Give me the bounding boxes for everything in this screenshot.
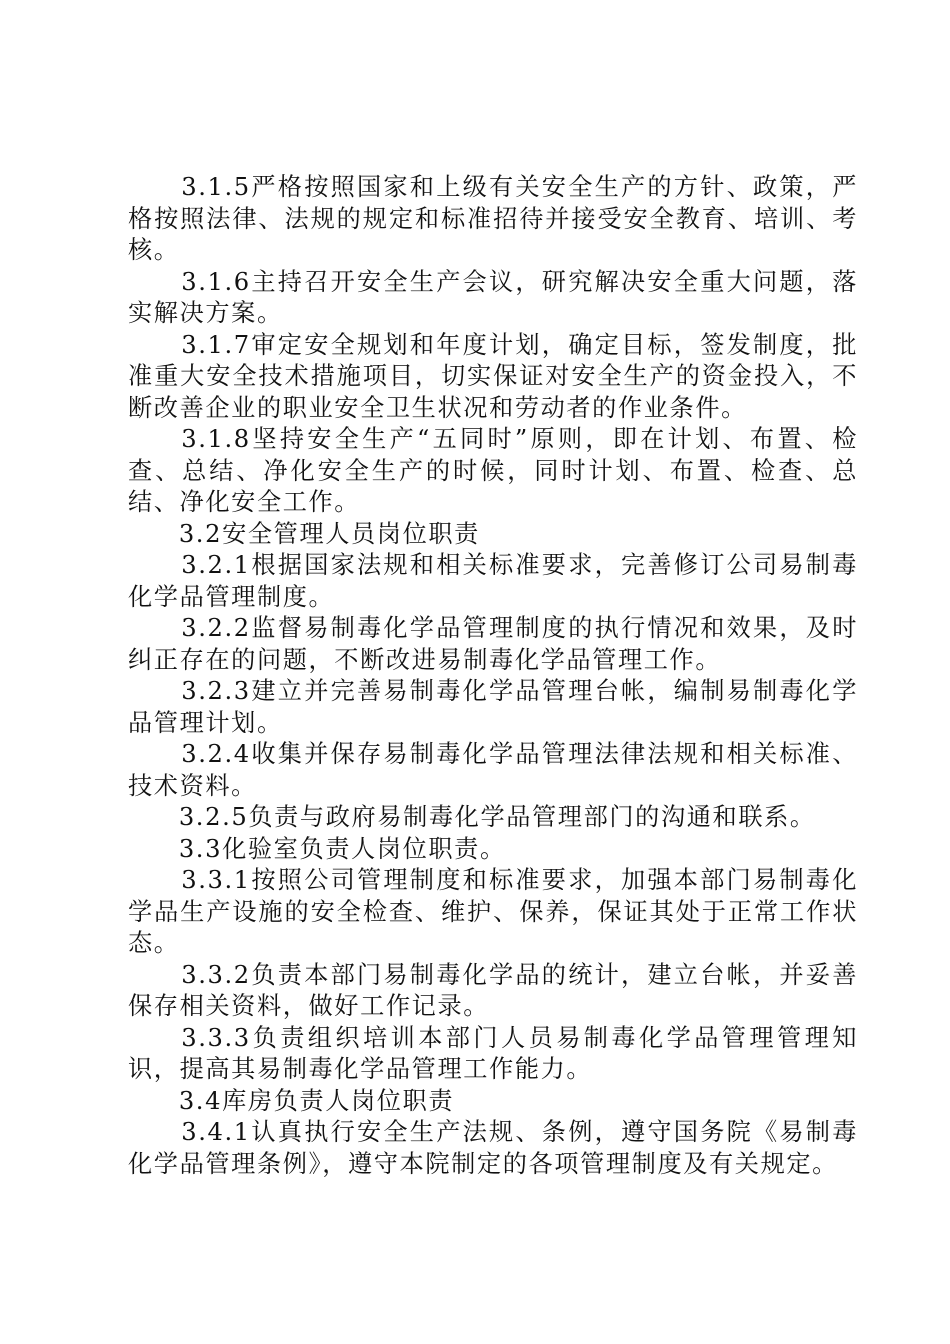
paragraph-3-2-3: 3.2.3建立并完善易制毒化学品管理台帐，编制易制毒化学品管理计划。 [128, 677, 858, 737]
paragraph-3-1-7: 3.1.7审定安全规划和年度计划，确定目标，签发制度，批准重大安全技术措施项目，切实保证对安全生产的资金投入，不断改善企业的职业安全卫生状况和劳动者的作业条件。 [128, 330, 858, 422]
section-heading-3-4: 3.4库房负责人岗位职责 [178, 1086, 455, 1115]
paragraph-3-1-5: 3.1.5严格按照国家和上级有关安全生产的方针、政策，严格按照法律、法规的规定和标准招待并接受安全教育、培训、考核。 [128, 173, 858, 264]
document-page [128, 172, 858, 1180]
paragraph-3-2-5: 3.2.5负责与政府易制毒化学品管理部门的沟通和联系。 [178, 803, 816, 831]
paragraph-3-2-1: 3.2.1根据国家法规和相关标准要求，完善修订公司易制毒化学品管理制度。 [128, 551, 858, 611]
paragraph-3-1-6: 3.1.6主持召开安全生产会议，研究解决安全重大问题，落实解决方案。 [128, 267, 858, 327]
paragraph-3-3-1: 3.3.1按照公司管理制度和标准要求，加强本部门易制毒化学品生产设施的安全检查、维护、保养，保证其处于正常工作状态。 [128, 866, 858, 957]
paragraph-3-2-2: 3.2.2监督易制毒化学品管理制度的执行情况和效果，及时纠正存在的问题，不断改进易制毒化学品管理工作。 [128, 614, 858, 674]
section-heading-3-3: 3.3化验室负责人岗位职责。 [178, 834, 506, 863]
paragraph-3-3-2: 3.3.2负责本部门易制毒化学品的统计，建立台帐，并妥善保存相关资料，做好工作记录。 [128, 960, 858, 1020]
paragraph-3-3-3: 3.3.3负责组织培训本部门人员易制毒化学品管理管理知识，提高其易制毒化学品管理工作能力。 [128, 1023, 858, 1083]
paragraph-3-4-1: 3.4.1认真执行安全生产法规、条例，遵守国务院《易制毒化学品管理条例》，遵守本院制定的各项管理制度及有关规定。 [128, 1118, 858, 1178]
paragraph-3-2-4: 3.2.4收集并保存易制毒化学品管理法律法规和相关标准、技术资料。 [128, 740, 858, 800]
paragraph-3-1-8: 3.1.8坚持安全生产“五同时”原则，即在计划、布置、检查、总结、净化安全生产的时候，同时计划、布置、检查、总结、净化安全工作。 [128, 425, 858, 516]
section-heading-3-2: 3.2安全管理人员岗位职责 [178, 519, 480, 548]
